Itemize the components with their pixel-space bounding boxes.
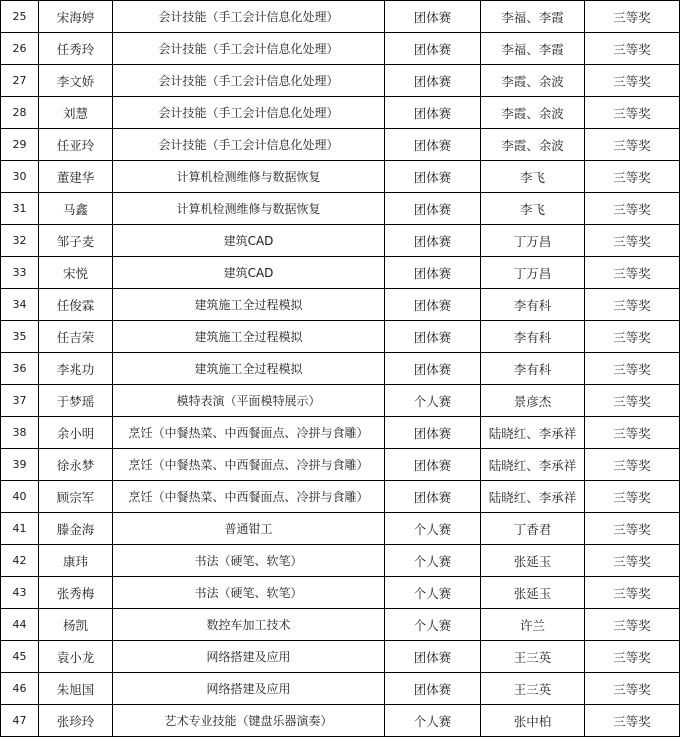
award-level: 三等奖 <box>585 33 680 65</box>
row-number: 42 <box>1 545 39 577</box>
table-row <box>1 609 680 641</box>
event-name: 模特表演（平面模特展示） <box>113 385 385 417</box>
student-name: 任秀玲 <box>39 33 113 65</box>
competition-type: 团体赛 <box>385 193 481 225</box>
table-row <box>1 353 680 385</box>
student-name: 刘慧 <box>39 97 113 129</box>
coach-names: 李飞 <box>481 161 585 193</box>
table-row <box>1 417 680 449</box>
competition-type: 团体赛 <box>385 449 481 481</box>
event-name: 网络搭建及应用 <box>113 673 385 705</box>
competition-type: 团体赛 <box>385 97 481 129</box>
award-level: 三等奖 <box>585 97 680 129</box>
competition-type: 团体赛 <box>385 257 481 289</box>
competition-type: 团体赛 <box>385 641 481 673</box>
table-row <box>1 161 680 193</box>
student-name: 任吉荣 <box>39 321 113 353</box>
award-level: 三等奖 <box>585 705 680 737</box>
award-level: 三等奖 <box>585 129 680 161</box>
row-number: 47 <box>1 705 39 737</box>
event-name: 烹饪（中餐热菜、中西餐面点、冷拼与食雕） <box>113 481 385 513</box>
award-level: 三等奖 <box>585 1 680 33</box>
row-number: 37 <box>1 385 39 417</box>
row-number: 29 <box>1 129 39 161</box>
event-name: 会计技能（手工会计信息化处理） <box>113 129 385 161</box>
coach-names: 许兰 <box>481 609 585 641</box>
awards-table-body <box>1 1 680 737</box>
student-name: 宋悦 <box>39 257 113 289</box>
award-level: 三等奖 <box>585 161 680 193</box>
table-row <box>1 33 680 65</box>
row-number: 39 <box>1 449 39 481</box>
coach-names: 丁万昌 <box>481 257 585 289</box>
competition-type: 团体赛 <box>385 65 481 97</box>
row-number: 35 <box>1 321 39 353</box>
student-name: 董建华 <box>39 161 113 193</box>
coach-names: 李有科 <box>481 321 585 353</box>
row-number: 41 <box>1 513 39 545</box>
coach-names: 张延玉 <box>481 577 585 609</box>
coach-names: 张中柏 <box>481 705 585 737</box>
table-row <box>1 257 680 289</box>
coach-names: 陆晓红、李承祥 <box>481 449 585 481</box>
table-row <box>1 673 680 705</box>
event-name: 书法（硬笔、软笔） <box>113 545 385 577</box>
competition-type: 团体赛 <box>385 481 481 513</box>
award-level: 三等奖 <box>585 289 680 321</box>
student-name: 张秀梅 <box>39 577 113 609</box>
table-row <box>1 289 680 321</box>
competition-type: 个人赛 <box>385 385 481 417</box>
event-name: 数控车加工技术 <box>113 609 385 641</box>
award-level: 三等奖 <box>585 513 680 545</box>
award-level: 三等奖 <box>585 609 680 641</box>
coach-names: 李福、李霞 <box>481 33 585 65</box>
competition-type: 团体赛 <box>385 417 481 449</box>
row-number: 25 <box>1 1 39 33</box>
row-number: 26 <box>1 33 39 65</box>
competition-type: 个人赛 <box>385 705 481 737</box>
award-level: 三等奖 <box>585 481 680 513</box>
coach-names: 王三英 <box>481 641 585 673</box>
student-name: 徐永梦 <box>39 449 113 481</box>
award-level: 三等奖 <box>585 353 680 385</box>
award-level: 三等奖 <box>585 673 680 705</box>
table-row <box>1 481 680 513</box>
table-row <box>1 545 680 577</box>
award-level: 三等奖 <box>585 641 680 673</box>
coach-names: 李霞、余波 <box>481 97 585 129</box>
competition-type: 团体赛 <box>385 225 481 257</box>
row-number: 33 <box>1 257 39 289</box>
row-number: 46 <box>1 673 39 705</box>
student-name: 李文娇 <box>39 65 113 97</box>
award-level: 三等奖 <box>585 577 680 609</box>
table-row <box>1 641 680 673</box>
competition-type: 团体赛 <box>385 129 481 161</box>
row-number: 44 <box>1 609 39 641</box>
competition-type: 团体赛 <box>385 161 481 193</box>
coach-names: 王三英 <box>481 673 585 705</box>
coach-names: 李福、李霞 <box>481 1 585 33</box>
event-name: 计算机检测维修与数据恢复 <box>113 193 385 225</box>
student-name: 滕金海 <box>39 513 113 545</box>
award-level: 三等奖 <box>585 385 680 417</box>
competition-type: 团体赛 <box>385 673 481 705</box>
coach-names: 李霞、余波 <box>481 65 585 97</box>
student-name: 余小明 <box>39 417 113 449</box>
row-number: 31 <box>1 193 39 225</box>
coach-names: 李霞、余波 <box>481 129 585 161</box>
award-level: 三等奖 <box>585 65 680 97</box>
row-number: 40 <box>1 481 39 513</box>
row-number: 27 <box>1 65 39 97</box>
student-name: 宋海婷 <box>39 1 113 33</box>
award-level: 三等奖 <box>585 225 680 257</box>
student-name: 任亚玲 <box>39 129 113 161</box>
row-number: 30 <box>1 161 39 193</box>
coach-names: 丁香君 <box>481 513 585 545</box>
student-name: 李兆功 <box>39 353 113 385</box>
award-level: 三等奖 <box>585 417 680 449</box>
competition-type: 团体赛 <box>385 1 481 33</box>
coach-names: 李飞 <box>481 193 585 225</box>
event-name: 计算机检测维修与数据恢复 <box>113 161 385 193</box>
event-name: 烹饪（中餐热菜、中西餐面点、冷拼与食雕） <box>113 449 385 481</box>
row-number: 34 <box>1 289 39 321</box>
event-name: 会计技能（手工会计信息化处理） <box>113 65 385 97</box>
coach-names: 李有科 <box>481 289 585 321</box>
row-number: 28 <box>1 97 39 129</box>
table-row <box>1 225 680 257</box>
row-number: 36 <box>1 353 39 385</box>
table-row <box>1 385 680 417</box>
table-row <box>1 577 680 609</box>
student-name: 顾宗军 <box>39 481 113 513</box>
row-number: 45 <box>1 641 39 673</box>
table-row <box>1 193 680 225</box>
event-name: 艺术专业技能（键盘乐器演奏） <box>113 705 385 737</box>
student-name: 张珍玲 <box>39 705 113 737</box>
table-row <box>1 449 680 481</box>
competition-type: 个人赛 <box>385 545 481 577</box>
coach-names: 景彦杰 <box>481 385 585 417</box>
event-name: 网络搭建及应用 <box>113 641 385 673</box>
table-row <box>1 513 680 545</box>
event-name: 建筑施工全过程模拟 <box>113 321 385 353</box>
student-name: 朱旭国 <box>39 673 113 705</box>
event-name: 建筑施工全过程模拟 <box>113 289 385 321</box>
competition-type: 个人赛 <box>385 609 481 641</box>
competition-type: 团体赛 <box>385 289 481 321</box>
table-row <box>1 321 680 353</box>
coach-names: 丁万昌 <box>481 225 585 257</box>
row-number: 32 <box>1 225 39 257</box>
coach-names: 陆晓红、李承祥 <box>481 481 585 513</box>
coach-names: 张延玉 <box>481 545 585 577</box>
competition-type: 个人赛 <box>385 577 481 609</box>
event-name: 建筑CAD <box>113 257 385 289</box>
student-name: 康玮 <box>39 545 113 577</box>
competition-type: 个人赛 <box>385 513 481 545</box>
award-level: 三等奖 <box>585 545 680 577</box>
competition-type: 团体赛 <box>385 33 481 65</box>
row-number: 43 <box>1 577 39 609</box>
award-level: 三等奖 <box>585 449 680 481</box>
competition-type: 团体赛 <box>385 353 481 385</box>
table-row <box>1 65 680 97</box>
event-name: 烹饪（中餐热菜、中西餐面点、冷拼与食雕） <box>113 417 385 449</box>
coach-names: 李有科 <box>481 353 585 385</box>
student-name: 任俊霖 <box>39 289 113 321</box>
competition-type: 团体赛 <box>385 321 481 353</box>
student-name: 马鑫 <box>39 193 113 225</box>
student-name: 袁小龙 <box>39 641 113 673</box>
table-row <box>1 129 680 161</box>
table-row <box>1 705 680 737</box>
student-name: 杨凯 <box>39 609 113 641</box>
student-name: 于梦瑶 <box>39 385 113 417</box>
student-name: 邹子麦 <box>39 225 113 257</box>
event-name: 建筑施工全过程模拟 <box>113 353 385 385</box>
award-level: 三等奖 <box>585 321 680 353</box>
event-name: 会计技能（手工会计信息化处理） <box>113 1 385 33</box>
award-level: 三等奖 <box>585 257 680 289</box>
event-name: 书法（硬笔、软笔） <box>113 577 385 609</box>
coach-names: 陆晓红、李承祥 <box>481 417 585 449</box>
table-row <box>1 1 680 33</box>
event-name: 会计技能（手工会计信息化处理） <box>113 33 385 65</box>
event-name: 普通钳工 <box>113 513 385 545</box>
row-number: 38 <box>1 417 39 449</box>
event-name: 会计技能（手工会计信息化处理） <box>113 97 385 129</box>
table-row <box>1 97 680 129</box>
event-name: 建筑CAD <box>113 225 385 257</box>
award-level: 三等奖 <box>585 193 680 225</box>
